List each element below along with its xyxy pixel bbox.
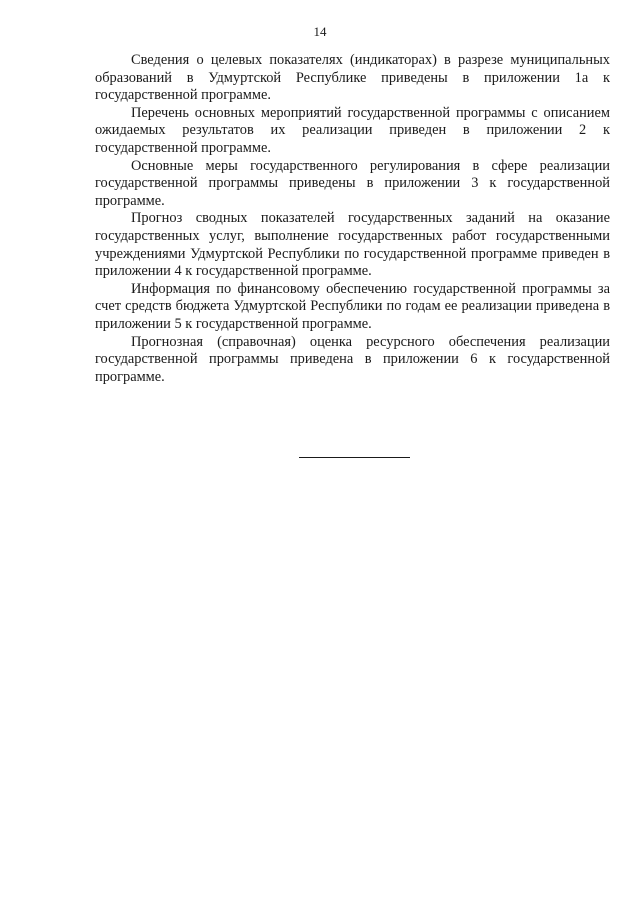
- paragraph-indicators: Сведения о целевых показателях (индикаторах) в разрезе муниципальных образований в Удмуртской Республике приведены в приложении 1а к государственной программе.: [95, 52, 610, 104]
- paragraph-state-assignments-forecast: Прогноз сводных показателей государственных заданий на оказание государственных услуг, выполнение государственных работ государственными учреждениями Удмуртской Республики по государственной программе приведен в приложении 4 к государственной программе.: [95, 210, 610, 280]
- paragraph-resource-estimate: Прогнозная (справочная) оценка ресурсного обеспечения реализации государственной программы приведена в приложении 6 к государственной программе.: [95, 333, 610, 385]
- document-body: [95, 52, 610, 386]
- paragraph-main-activities: Перечень основных мероприятий государственной программы с описанием ожидаемых результатов их реализации приведен в приложении 2 к государственной программе.: [95, 104, 610, 156]
- paragraph-financial-support: Информация по финансовому обеспечению государственной программы за счет средств бюджета Удмуртской Республики по годам ее реализации приведена в приложении 5 к государственной программе.: [95, 280, 610, 332]
- page-number: 14: [313, 24, 327, 39]
- paragraph-regulation-measures: Основные меры государственного регулирования в сфере реализации государственной программы приведены в приложении 3 к государственной программе.: [95, 157, 610, 209]
- end-separator-line: [299, 457, 410, 458]
